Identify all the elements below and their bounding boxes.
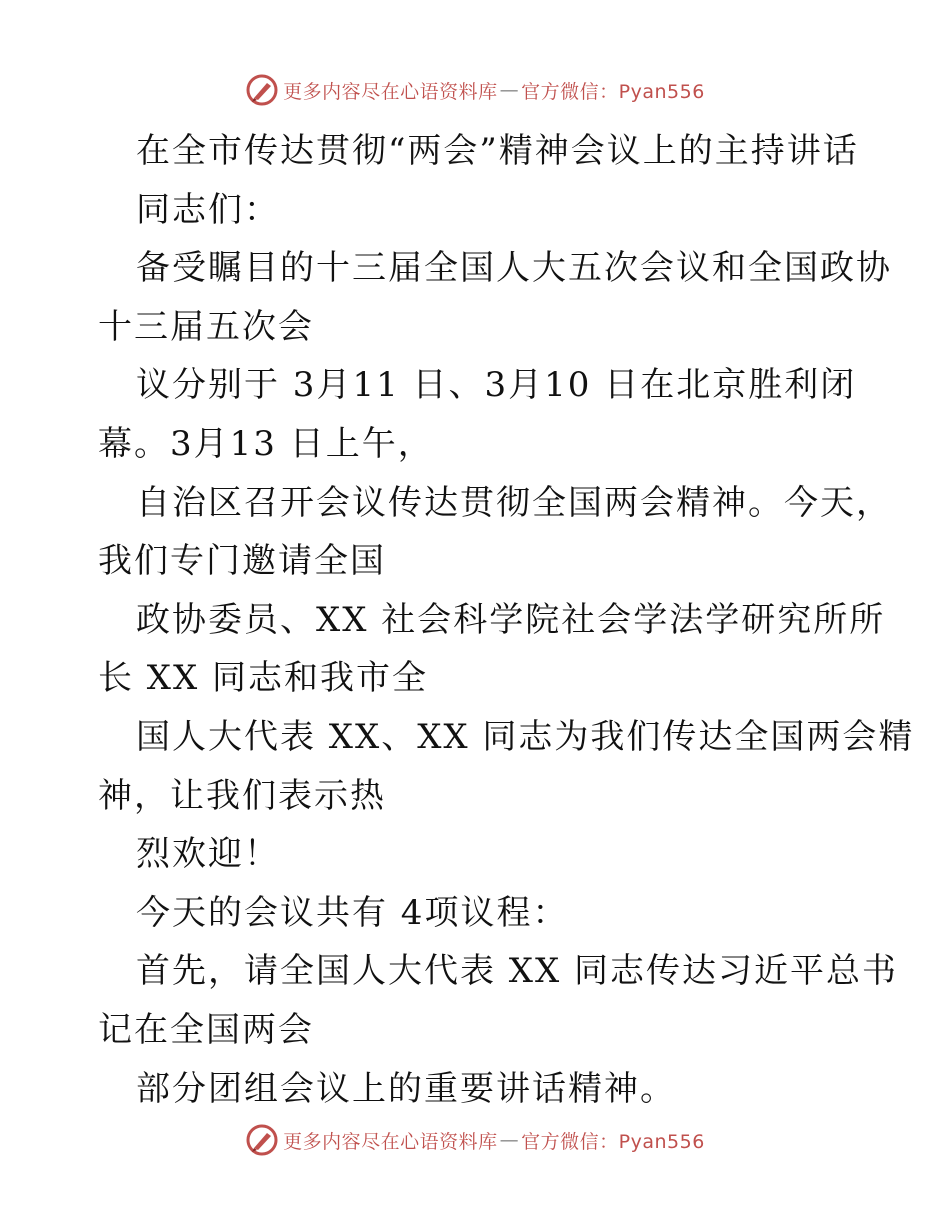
paragraph-line: 议分别于 3月11 日、3月10 日在北京胜利闭 [136,365,857,406]
watermark-text: 更多内容尽在心语资料库 [283,80,498,103]
pen-logo-icon [245,1123,279,1157]
salutation: 同志们： [136,189,280,230]
paragraph-line: 自治区召开会议传达贯彻全国两会精神。今天， [136,482,892,523]
paragraph-line: 神，让我们表示热 [98,775,386,816]
watermark-suffix: 官方微信：Pyan556 [521,1130,705,1153]
watermark-separator: — [499,79,520,101]
paragraph-line: 部分团组会议上的重要讲话精神。 [136,1068,676,1109]
footer-watermark [0,1122,950,1158]
paragraph-line: 今天的会议共有 4项议程： [136,892,569,933]
watermark-separator: — [499,1129,520,1151]
paragraph-line: 备受瞩目的十三届全国人大五次会议和全国政协 [136,248,892,289]
document-title: 在全市传达贯彻“两会”精神会议上的主持讲话 [136,131,859,171]
paragraph-line: 十三届五次会 [98,306,314,347]
paragraph-line: 首先，请全国人大代表 XX 同志传达习近平总书 [136,951,899,992]
paragraph-line: 烈欢迎！ [136,834,280,875]
paragraph-line: 我们专门邀请全国 [98,541,386,582]
document-body [98,122,915,1118]
pen-logo-icon [245,73,279,107]
paragraph-line: 记在全国两会 [98,1009,314,1050]
paragraph-line: 幕。3月13 日上午， [98,423,434,464]
watermark-text: 更多内容尽在心语资料库 [283,1130,498,1153]
paragraph-line: 长 XX 同志和我市全 [98,658,429,699]
header-watermark [0,72,950,108]
watermark-suffix: 官方微信：Pyan556 [521,80,705,103]
paragraph-line: 政协委员、XX 社会科学院社会学法学研究所所 [136,599,886,640]
paragraph-line: 国人大代表 XX、XX 同志为我们传达全国两会精 [136,716,915,757]
